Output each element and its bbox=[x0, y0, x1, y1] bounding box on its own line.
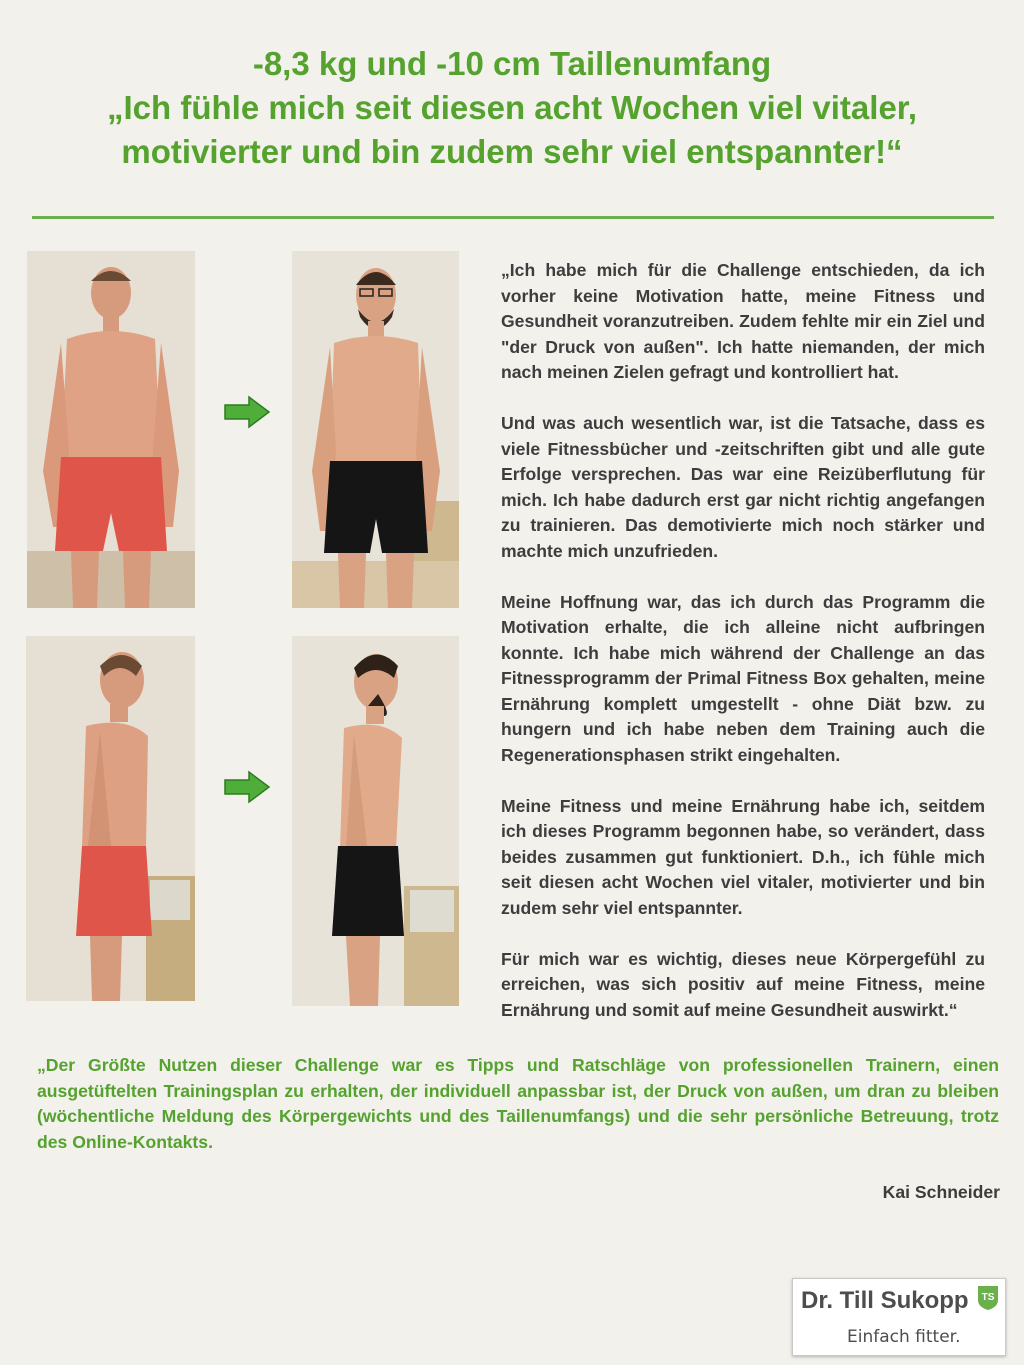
headline-line-3: motivierter und bin zudem sehr viel entspannter!“ bbox=[121, 133, 903, 170]
svg-text:TS: TS bbox=[981, 1292, 995, 1303]
story-paragraph-5: Für mich war es wichtig, dieses neue Körpergefühl zu erreichen, was sich positiv auf meine Fitness, meine Ernährung und somit auf meine Gesundheit auswirkt.“ bbox=[501, 948, 985, 1020]
story-paragraph-3: Meine Hoffnung war, das ich durch das Programm die Motivation erhalte, die ich alleine nicht aufbringen konnte. Ich habe mich während der Challenge an das Fitnessprogramm der Primal Fitness Box gehalten, meine Ernährung komplett umgestellt - ohne Diät bzw. zu hungern und ich habe neben dem Training auch die Regenerationsphasen strikt eingehalten. bbox=[501, 591, 985, 765]
highlight-quote: „Der Größte Nutzen dieser Challenge war es Tipps und Ratschläge von professionellen Trainern, einen ausgetüftelten Trainingsplan zu erhalten, der individuell anpassbar ist, der Druck von außen, um dran zu bleiben (wöchentliche Meldung des Körpergewichts und des Taillenumfangs) und die sehr persönliche Betreuung, trotz des Online-Kontakts. bbox=[37, 1055, 999, 1152]
headline-line-2: „Ich fühle mich seit diesen acht Wochen viel vitaler, bbox=[107, 89, 917, 126]
logo-name: Dr. Till Sukopp bbox=[801, 1287, 969, 1314]
divider bbox=[32, 216, 994, 219]
logo-tagline: Einfach fitter. bbox=[847, 1327, 961, 1347]
photo-side-before bbox=[26, 636, 195, 1001]
photo-side-after bbox=[292, 636, 459, 1006]
photo-front-before bbox=[27, 251, 195, 608]
arrow-right-icon bbox=[223, 770, 271, 804]
ts-shield-icon bbox=[977, 1285, 999, 1311]
testimonial-story bbox=[501, 258, 985, 1023]
arrow-right-icon bbox=[223, 395, 271, 429]
story-paragraph-4: Meine Fitness und meine Ernährung habe ich, seitdem ich dieses Programm begonnen habe, so verändert, dass beides zusammen gut funktioniert. D.h., ich fühle mich seit diesen acht Wochen viel vitaler, motivierter und bin zudem sehr viel entspannter. bbox=[501, 795, 985, 918]
headline-line-1: -8,3 kg und -10 cm Taillenumfang bbox=[252, 45, 772, 82]
story-paragraph-2: Und was auch wesentlich war, ist die Tatsache, dass es viele Fitnessbücher und -zeitschriften gibt und alle gute Erfolge versprechen. Das war eine Reizüberflutung für mich. Ich habe dadurch erst gar nicht richtig angefangen zu trainieren. Das demotivierte mich noch stärker und machte mich unzufrieden. bbox=[501, 413, 985, 561]
brand-logo bbox=[792, 1278, 1006, 1356]
headline bbox=[0, 42, 1024, 174]
author-name: Kai Schneider bbox=[882, 1182, 1000, 1202]
photo-front-after bbox=[292, 251, 459, 608]
story-paragraph-1: „Ich habe mich für die Challenge entschieden, da ich vorher keine Motivation hatte, meine Fitness und Gesundheit voranzutreiben. Zudem fehlte mir ein Ziel und "der Druck von außen". Ich hatte niemanden, der mich nach meinen Zielen gefragt und kontrolliert hat. bbox=[501, 260, 985, 382]
